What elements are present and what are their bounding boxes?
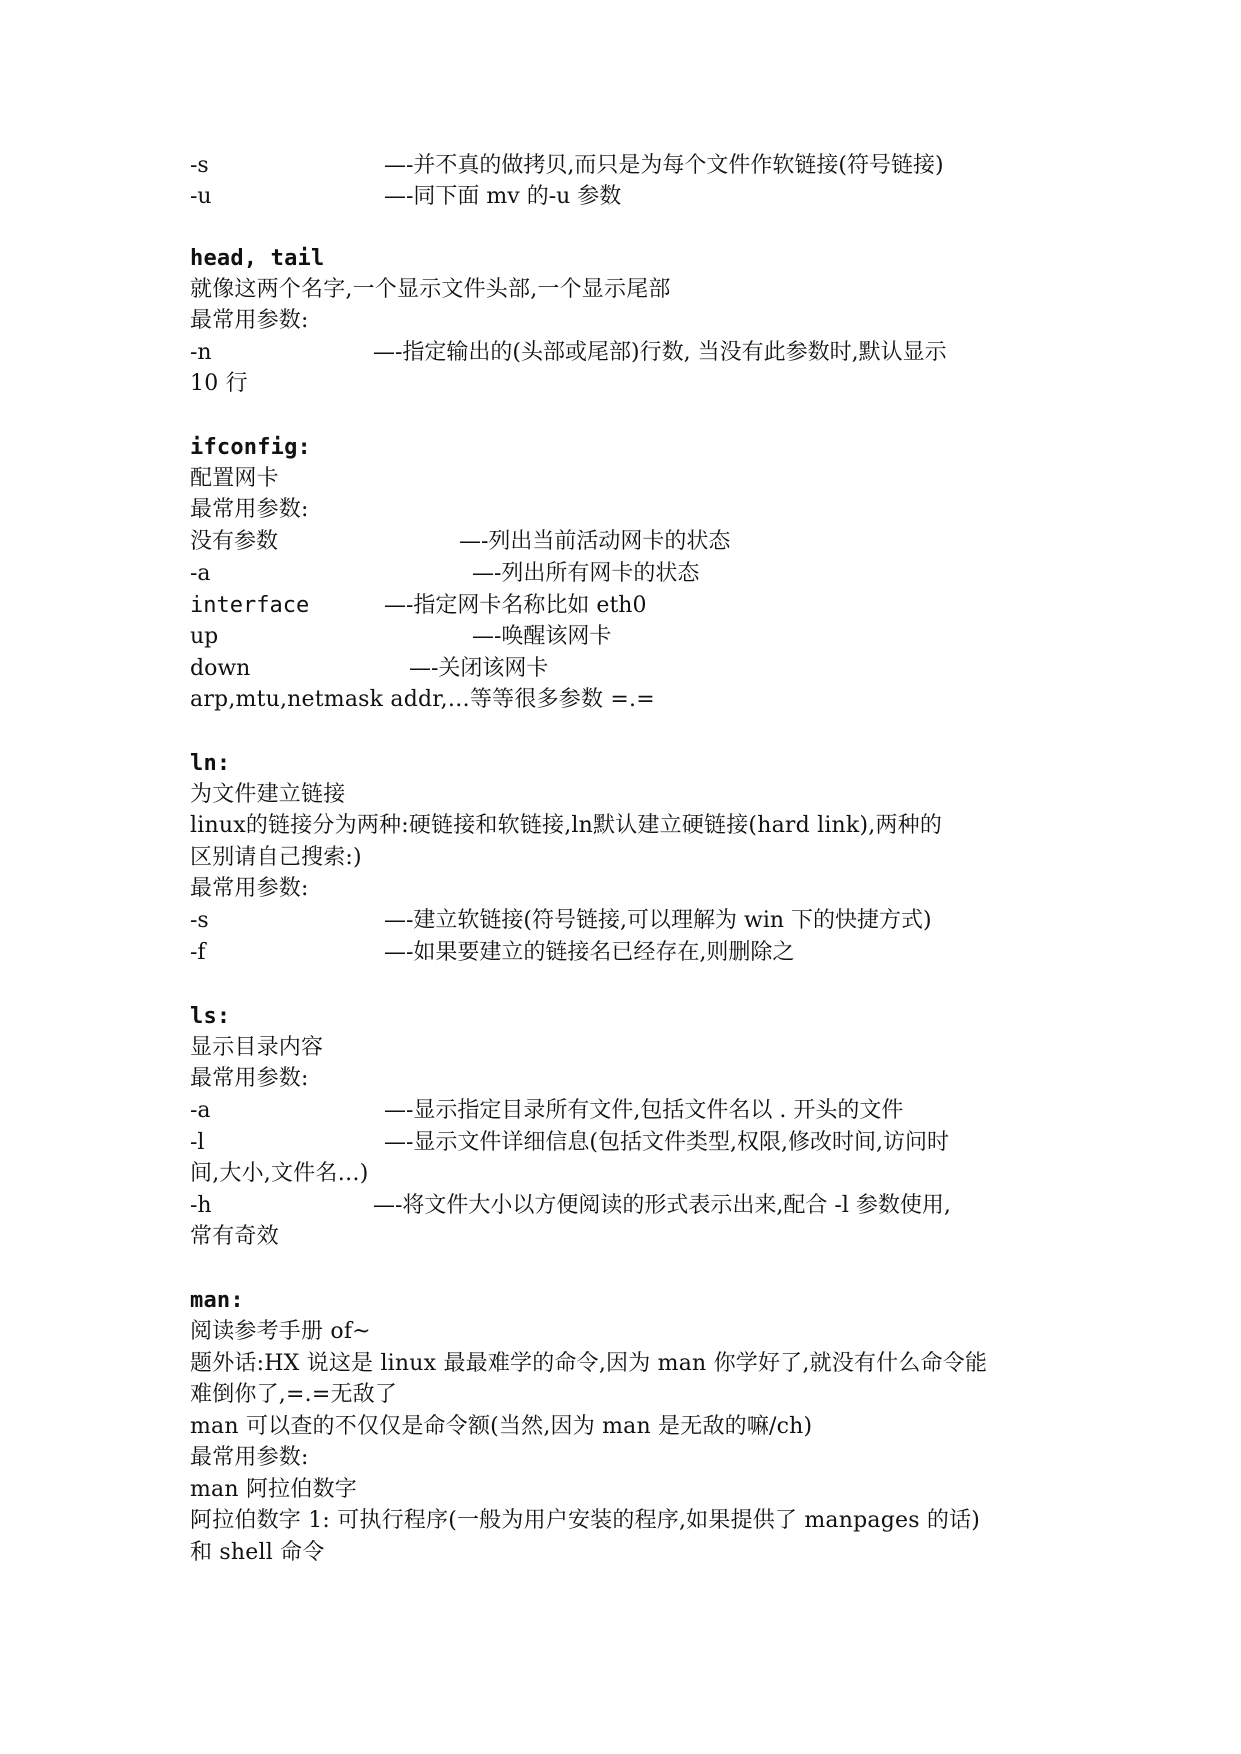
section-text: 区别请自己搜索:) [190,845,362,870]
option-flag: down [190,656,251,681]
section-text: 最常用参数: [190,1445,309,1470]
section-text: 为文件建立链接 [190,782,346,807]
section-text: 显示目录内容 [190,1035,324,1060]
option-description: —-同下面 mv 的-u 参数 [384,184,622,209]
option-flag: -a [190,1098,211,1123]
section-text: arp,mtu,netmask addr,…等等很多参数 =.= [190,687,655,712]
option-flag: -n [190,340,212,365]
option-flag: up [190,624,219,649]
section-text: 最常用参数: [190,497,309,522]
section-text: man 可以查的不仅仅是命令额(当然,因为 man 是无敌的嘛/ch) [190,1414,813,1439]
option-description: —-关闭该网卡 [409,656,549,681]
section-text: 和 shell 命令 [190,1540,325,1565]
option-description: —-显示指定目录所有文件,包括文件名以 . 开头的文件 [384,1098,904,1123]
option-description: —-建立软链接(符号链接,可以理解为 win 下的快捷方式) [384,908,932,933]
section-text: 常有奇效 [190,1224,279,1249]
section-text: 最常用参数: [190,876,309,901]
option-flag: 没有参数 [190,529,279,554]
section-heading-ifconfig: ifconfig: [190,435,312,460]
section-text: 题外话:HX 说这是 linux 最最难学的命令,因为 man 你学好了,就没有什么命令能 [190,1351,988,1376]
option-description: —-列出当前活动网卡的状态 [459,529,731,554]
option-flag: -h [190,1193,212,1218]
section-heading-ln: ln: [190,751,231,776]
option-description: —-指定输出的(头部或尾部)行数, 当没有此参数时,默认显示 [373,340,947,365]
option-description: —-列出所有网卡的状态 [472,561,700,586]
section-text: 间,大小,文件名…) [190,1161,369,1186]
option-description: —-显示文件详细信息(包括文件类型,权限,修改时间,访问时 [384,1130,949,1155]
section-text: 10 行 [190,371,248,396]
section-heading-man: man: [190,1288,244,1313]
section-text: linux的链接分为两种:硬链接和软链接,ln默认建立硬链接(hard link),两种的 [190,813,943,838]
option-flag: -u [190,184,212,209]
option-flag: -s [190,153,209,178]
section-heading-ls: ls: [190,1004,231,1029]
option-description: —-将文件大小以方便阅读的形式表示出来,配合 -l 参数使用, [373,1193,951,1218]
option-description: —-唤醒该网卡 [472,624,612,649]
option-flag: -f [190,940,206,965]
section-text: man 阿拉伯数字 [190,1477,357,1502]
section-text: 阅读参考手册 of~ [190,1319,371,1344]
option-flag: -l [190,1130,205,1155]
section-text: 最常用参数: [190,308,309,333]
option-description: —-如果要建立的链接名已经存在,则删除之 [384,940,795,965]
option-description: —-并不真的做拷贝,而只是为每个文件作软链接(符号链接) [384,153,944,178]
option-flag: -a [190,561,211,586]
section-text: 难倒你了,=.=无敌了 [190,1382,398,1407]
section-text: 配置网卡 [190,466,279,491]
option-flag: -s [190,908,209,933]
section-text: 就像这两个名字,一个显示文件头部,一个显示尾部 [190,277,671,302]
option-flag: interface [190,593,310,618]
section-text: 最常用参数: [190,1066,309,1091]
section-text: 阿拉伯数字 1: 可执行程序(一般为用户安装的程序,如果提供了 manpages 的话) [190,1508,981,1533]
option-description: —-指定网卡名称比如 eth0 [384,593,647,618]
section-heading-head-tail: head, tail [190,246,325,271]
